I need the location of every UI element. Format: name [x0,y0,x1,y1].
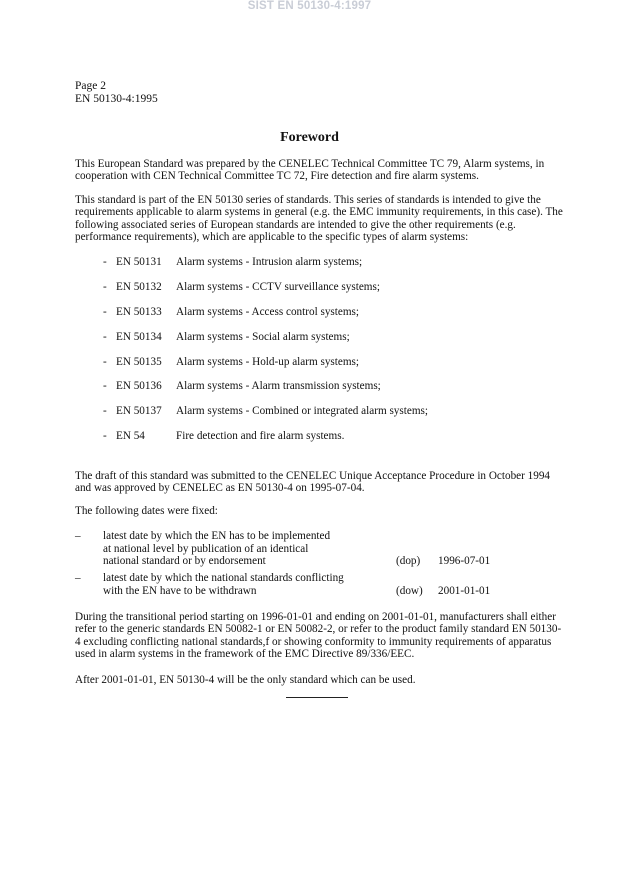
list-item: - EN 54 Fire detection and fire alarm systems. [103,430,345,443]
standard-description: Alarm systems - Hold-up alarm systems; [176,355,360,368]
standard-description: Alarm systems - Combined or integrated alarm systems; [176,405,428,418]
standard-description: Alarm systems - Alarm transmission systems; [176,380,381,393]
standard-description: Alarm systems - Intrusion alarm systems; [176,256,363,268]
standard-code: EN 50137 [116,405,162,418]
standard-code: EN 50131 [116,256,162,268]
page-header [75,80,158,106]
standard-code: EN 50136 [116,380,162,393]
standard-description: Alarm systems - CCTV surveillance systems; [176,280,380,293]
date-item-text: latest date by which the national standards conflicting with the EN have to be withdrawn [103,572,344,597]
end-rule [286,697,348,698]
standard-code: EN 54 [116,430,145,443]
standard-description: Fire detection and fire alarm systems. [176,430,345,443]
paragraph-draft-approval: The draft of this standard was submitted to the CENELEC Unique Acceptance Procedure in October 1994 and was approved by CENELEC as EN 50130-4 on 1995-07-04. [75,470,551,495]
standard-description: Alarm systems - Social alarm systems; [176,330,350,343]
watermark: SIST EN 50130-4:1997 [247,0,372,12]
date-item-text: latest date by which the EN has to be implemented at national level by publication of an identical national standard or by endorsement [103,530,331,567]
list-item: - EN 50132 Alarm systems - CCTV surveillance systems; [103,280,380,293]
date-abbreviation: (dop) [396,555,421,567]
page-number: Page 2 [75,80,106,92]
list-item: - EN 50134 Alarm systems - Social alarm systems; [103,330,350,343]
standard-description: Alarm systems - Access control systems; [176,305,360,318]
list-item: - EN 50136 Alarm systems - Alarm transmission systems; [103,380,381,393]
paragraph-dates-intro: The following dates were fixed: [75,505,218,517]
date-item-dow: – latest date by which the national standards conflicting with the EN have to be withdrawn (dow) 2001-01-01 [75,572,491,597]
date-item-dop: – latest date by which the EN has to be implemented at national level by publication of an identical national standard or by endorsement (dop) 1996-07-01 [75,530,491,567]
date-value: 2001-01-01 [438,585,491,597]
paragraph-prepared-by: This European Standard was prepared by the CENELEC Technical Committee TC 79, Alarm systems, in cooperation with CEN Technical Committee TC 72, Fire detection and fire alarm systems. [75,158,545,183]
list-item: - EN 50135 Alarm systems - Hold-up alarm systems; [103,355,360,368]
paragraph-transitional: During the transitional period starting on 1996-01-01 and ending on 2001-01-01, manufacturers shall either refer to the generic standards EN 50082-1 or EN 50082-2, or refer to the product family standard EN 50130-4 excluding conflicting national standards,f or showing conformity to immunity requirements of apparatus used in alarm systems in the framework of the EMC Directive 89/336/EEC. [75,611,562,661]
list-item: - EN 50131 Alarm systems - Intrusion alarm systems; [103,256,363,268]
dates-list [75,530,563,604]
date-abbreviation: (dow) [396,585,423,597]
document-id: EN 50130-4:1995 [75,93,158,105]
paragraph-series: This standard is part of the EN 50130 series of standards. This series of standards is intended to give the requirements applicable to alarm systems in general (e.g. the EMC immunity requirements, in this case). The following associated series of European standards are intended to give the other requirements (e.g. performance requirements), which are applicable to the specific types of alarm systems: [75,194,563,244]
standard-code: EN 50135 [116,355,162,368]
page-title: Foreword [280,130,339,145]
list-item: - EN 50133 Alarm systems - Access control systems; [103,305,360,318]
standard-code: EN 50134 [116,330,162,343]
list-item: - EN 50137 Alarm systems - Combined or integrated alarm systems; [103,405,428,418]
date-value: 1996-07-01 [438,555,491,567]
standards-list [103,256,428,455]
standard-code: EN 50132 [116,280,162,293]
standard-code: EN 50133 [116,305,162,318]
paragraph-after: After 2001-01-01, EN 50130-4 will be the only standard which can be used. [75,674,416,686]
